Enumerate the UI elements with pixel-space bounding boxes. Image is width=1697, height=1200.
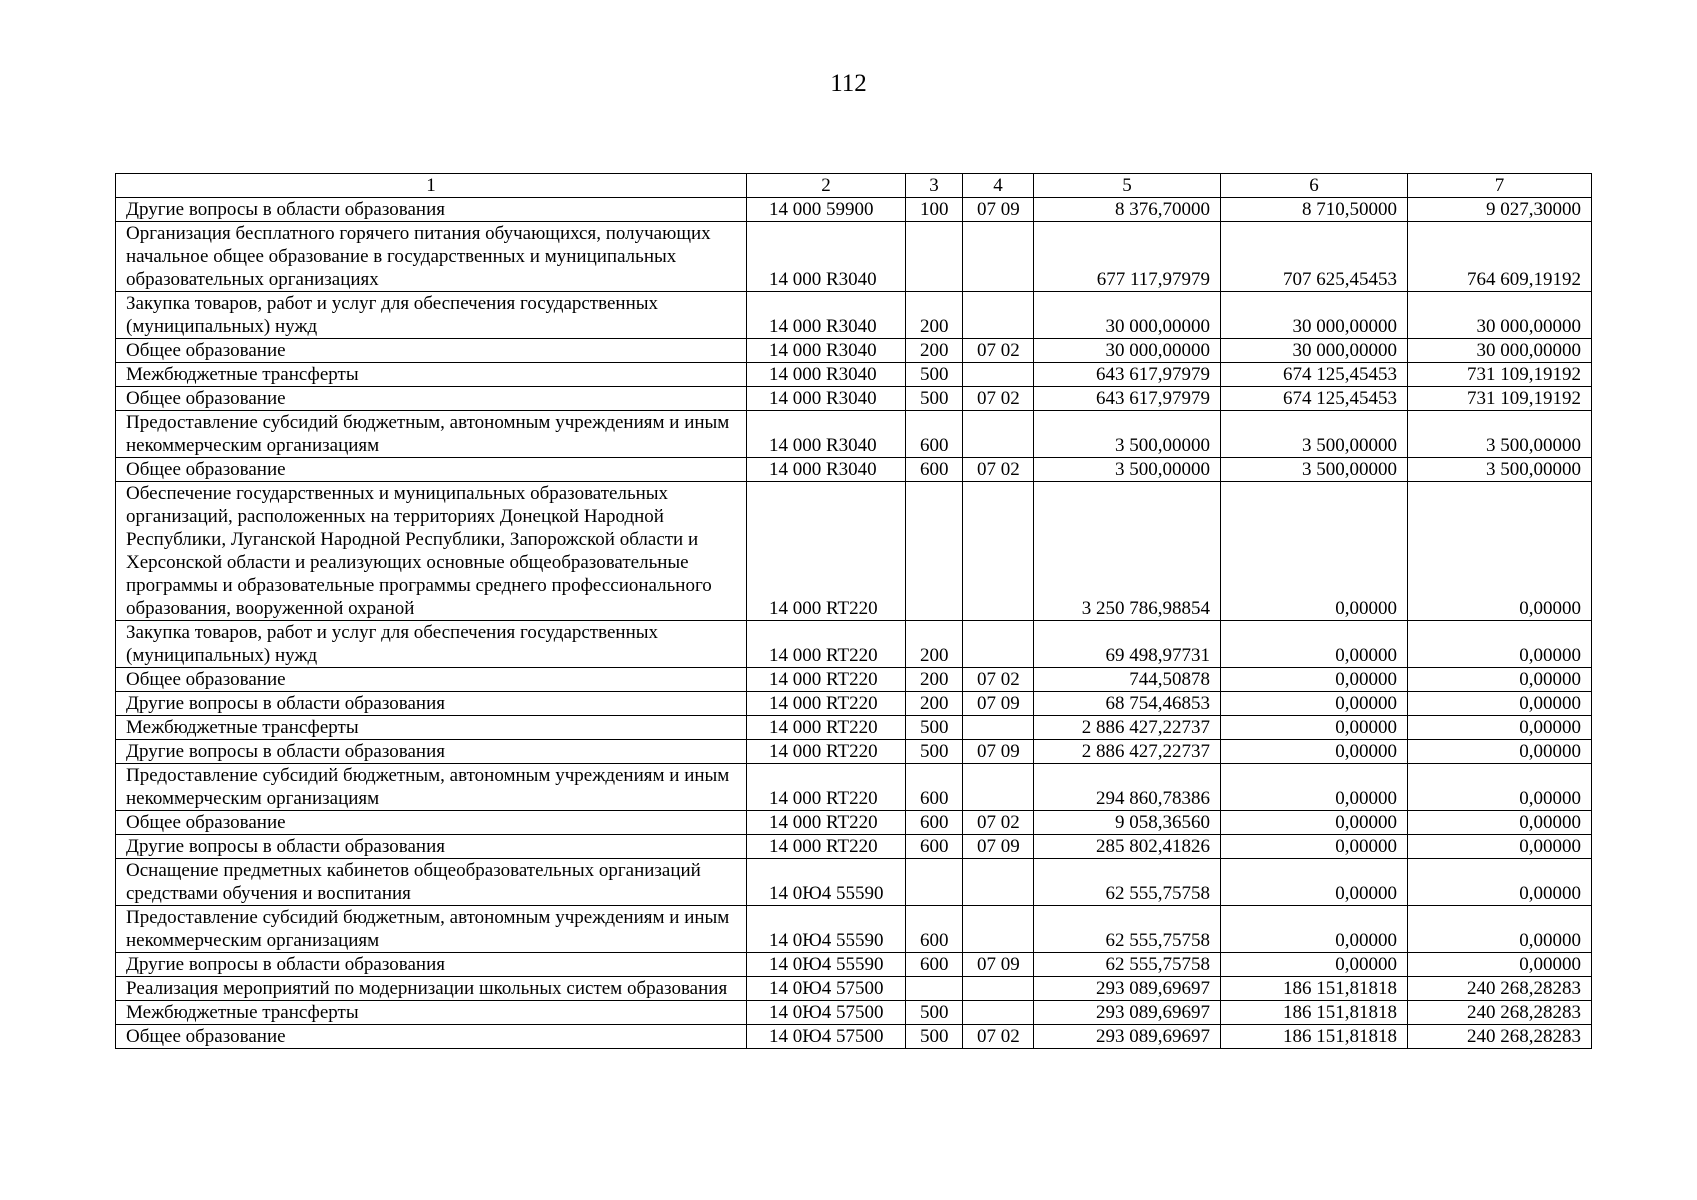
section-code-cell: 07 02 (963, 339, 1034, 363)
table-row (116, 482, 1592, 621)
amount-col5-cell: 62 555,75758 (1034, 859, 1221, 906)
table-row (116, 811, 1592, 835)
expense-type-cell: 500 (906, 1001, 963, 1025)
item-name-cell: Межбюджетные трансферты (116, 716, 747, 740)
amount-col5-cell: 293 089,69697 (1034, 1025, 1221, 1049)
expense-type-cell: 600 (906, 458, 963, 482)
amount-col6-cell: 0,00000 (1221, 692, 1408, 716)
amount-col6-cell: 0,00000 (1221, 953, 1408, 977)
item-name-cell: Межбюджетные трансферты (116, 1001, 747, 1025)
target-article-code-cell: 14 0Ю4 57500 (747, 1001, 906, 1025)
item-name-cell: Общее образование (116, 1025, 747, 1049)
item-name-cell: Другие вопросы в области образования (116, 953, 747, 977)
item-name-cell: Предоставление субсидий бюджетным, автономным учреждениям и иным некоммерческим организациям (116, 906, 747, 953)
amount-col6-cell: 0,00000 (1221, 764, 1408, 811)
item-name-cell: Реализация мероприятий по модернизации школьных систем образования (116, 977, 747, 1001)
amount-col5-cell: 294 860,78386 (1034, 764, 1221, 811)
column-header: 4 (963, 174, 1034, 198)
target-article-code-cell: 14 000 RT220 (747, 764, 906, 811)
amount-col7-cell: 0,00000 (1408, 859, 1592, 906)
target-article-code-cell: 14 000 RT220 (747, 668, 906, 692)
item-name-cell: Другие вопросы в области образования (116, 198, 747, 222)
expense-type-cell: 600 (906, 835, 963, 859)
amount-col6-cell: 186 151,81818 (1221, 1025, 1408, 1049)
amount-col6-cell: 3 500,00000 (1221, 458, 1408, 482)
target-article-code-cell: 14 0Ю4 55590 (747, 906, 906, 953)
amount-col7-cell: 30 000,00000 (1408, 292, 1592, 339)
amount-col5-cell: 677 117,97979 (1034, 222, 1221, 292)
amount-col7-cell: 0,00000 (1408, 621, 1592, 668)
budget-table-body (116, 174, 1592, 1049)
expense-type-cell (906, 482, 963, 621)
amount-col6-cell: 0,00000 (1221, 621, 1408, 668)
amount-col5-cell: 30 000,00000 (1034, 292, 1221, 339)
amount-col5-cell: 30 000,00000 (1034, 339, 1221, 363)
amount-col7-cell: 0,00000 (1408, 835, 1592, 859)
expense-type-cell: 200 (906, 292, 963, 339)
amount-col7-cell: 0,00000 (1408, 740, 1592, 764)
expense-type-cell: 200 (906, 692, 963, 716)
target-article-code-cell: 14 0Ю4 55590 (747, 859, 906, 906)
amount-col5-cell: 3 500,00000 (1034, 411, 1221, 458)
amount-col6-cell: 0,00000 (1221, 811, 1408, 835)
amount-col6-cell: 30 000,00000 (1221, 339, 1408, 363)
target-article-code-cell: 14 000 R3040 (747, 363, 906, 387)
item-name-cell: Организация бесплатного горячего питания обучающихся, получающих начальное общее образование в государственных и муниципальных образовательных организациях (116, 222, 747, 292)
amount-col6-cell: 0,00000 (1221, 906, 1408, 953)
section-code-cell (963, 977, 1034, 1001)
target-article-code-cell: 14 000 RT220 (747, 692, 906, 716)
target-article-code-cell: 14 000 RT220 (747, 482, 906, 621)
amount-col6-cell: 674 125,45453 (1221, 363, 1408, 387)
amount-col7-cell: 240 268,28283 (1408, 1025, 1592, 1049)
column-header: 1 (116, 174, 747, 198)
amount-col6-cell: 0,00000 (1221, 859, 1408, 906)
section-code-cell: 07 02 (963, 458, 1034, 482)
table-row (116, 668, 1592, 692)
amount-col7-cell: 764 609,19192 (1408, 222, 1592, 292)
amount-col7-cell: 0,00000 (1408, 716, 1592, 740)
target-article-code-cell: 14 000 RT220 (747, 621, 906, 668)
amount-col6-cell: 707 625,45453 (1221, 222, 1408, 292)
section-code-cell (963, 906, 1034, 953)
amount-col5-cell: 285 802,41826 (1034, 835, 1221, 859)
table-row (116, 363, 1592, 387)
amount-col6-cell: 0,00000 (1221, 716, 1408, 740)
column-header: 7 (1408, 174, 1592, 198)
amount-col7-cell: 731 109,19192 (1408, 387, 1592, 411)
expense-type-cell: 600 (906, 811, 963, 835)
section-code-cell: 07 09 (963, 953, 1034, 977)
item-name-cell: Межбюджетные трансферты (116, 363, 747, 387)
expense-type-cell: 500 (906, 716, 963, 740)
amount-col6-cell: 0,00000 (1221, 482, 1408, 621)
amount-col6-cell: 186 151,81818 (1221, 1001, 1408, 1025)
table-row (116, 977, 1592, 1001)
expense-type-cell (906, 859, 963, 906)
amount-col5-cell: 9 058,36560 (1034, 811, 1221, 835)
table-row (116, 198, 1592, 222)
table-row (116, 411, 1592, 458)
table-row (116, 339, 1592, 363)
item-name-cell: Обеспечение государственных и муниципальных образовательных организаций, расположенных на территориях Донецкой Народной Республики, Луганской Народной Республики, Запорожской области и Херсонской области и реализующих основные общеобразовательные программы и образовательные программы среднего профессионального образования, вооруженной охраной (116, 482, 747, 621)
table-row (116, 458, 1592, 482)
section-code-cell (963, 1001, 1034, 1025)
amount-col5-cell: 68 754,46853 (1034, 692, 1221, 716)
expense-type-cell: 100 (906, 198, 963, 222)
target-article-code-cell: 14 000 RT220 (747, 835, 906, 859)
table-row (116, 953, 1592, 977)
amount-col5-cell: 3 250 786,98854 (1034, 482, 1221, 621)
expense-type-cell: 500 (906, 387, 963, 411)
expense-type-cell: 200 (906, 339, 963, 363)
amount-col6-cell: 8 710,50000 (1221, 198, 1408, 222)
amount-col6-cell: 186 151,81818 (1221, 977, 1408, 1001)
amount-col5-cell: 293 089,69697 (1034, 1001, 1221, 1025)
expense-type-cell: 500 (906, 1025, 963, 1049)
column-header: 6 (1221, 174, 1408, 198)
section-code-cell: 07 02 (963, 668, 1034, 692)
expense-type-cell (906, 977, 963, 1001)
amount-col5-cell: 2 886 427,22737 (1034, 716, 1221, 740)
item-name-cell: Другие вопросы в области образования (116, 692, 747, 716)
table-row (116, 906, 1592, 953)
amount-col5-cell: 3 500,00000 (1034, 458, 1221, 482)
table-row (116, 859, 1592, 906)
amount-col7-cell: 30 000,00000 (1408, 339, 1592, 363)
amount-col6-cell: 0,00000 (1221, 740, 1408, 764)
expense-type-cell: 200 (906, 621, 963, 668)
item-name-cell: Закупка товаров, работ и услуг для обеспечения государственных (муниципальных) нужд (116, 292, 747, 339)
item-name-cell: Предоставление субсидий бюджетным, автономным учреждениям и иным некоммерческим организациям (116, 411, 747, 458)
target-article-code-cell: 14 000 R3040 (747, 387, 906, 411)
table-row (116, 764, 1592, 811)
expense-type-cell: 200 (906, 668, 963, 692)
amount-col7-cell: 240 268,28283 (1408, 977, 1592, 1001)
target-article-code-cell: 14 000 R3040 (747, 411, 906, 458)
table-row (116, 692, 1592, 716)
section-code-cell (963, 292, 1034, 339)
amount-col5-cell: 293 089,69697 (1034, 977, 1221, 1001)
section-code-cell (963, 716, 1034, 740)
target-article-code-cell: 14 0Ю4 57500 (747, 977, 906, 1001)
column-header: 3 (906, 174, 963, 198)
item-name-cell: Предоставление субсидий бюджетным, автономным учреждениям и иным некоммерческим организациям (116, 764, 747, 811)
item-name-cell: Общее образование (116, 458, 747, 482)
amount-col7-cell: 0,00000 (1408, 764, 1592, 811)
section-code-cell: 07 02 (963, 387, 1034, 411)
budget-table (115, 173, 1592, 1049)
amount-col6-cell: 0,00000 (1221, 668, 1408, 692)
target-article-code-cell: 14 0Ю4 57500 (747, 1025, 906, 1049)
amount-col6-cell: 30 000,00000 (1221, 292, 1408, 339)
target-article-code-cell: 14 0Ю4 55590 (747, 953, 906, 977)
page-number: 112 (830, 70, 867, 97)
item-name-cell: Общее образование (116, 339, 747, 363)
expense-type-cell: 600 (906, 764, 963, 811)
item-name-cell: Оснащение предметных кабинетов общеобразовательных организаций средствами обучения и воспитания (116, 859, 747, 906)
target-article-code-cell: 14 000 R3040 (747, 292, 906, 339)
amount-col5-cell: 8 376,70000 (1034, 198, 1221, 222)
amount-col7-cell: 0,00000 (1408, 953, 1592, 977)
amount-col7-cell: 3 500,00000 (1408, 458, 1592, 482)
amount-col7-cell: 0,00000 (1408, 692, 1592, 716)
expense-type-cell: 500 (906, 363, 963, 387)
table-row (116, 716, 1592, 740)
amount-col5-cell: 69 498,97731 (1034, 621, 1221, 668)
section-code-cell: 07 09 (963, 835, 1034, 859)
section-code-cell: 07 09 (963, 740, 1034, 764)
table-row (116, 1001, 1592, 1025)
item-name-cell: Общее образование (116, 387, 747, 411)
amount-col6-cell: 3 500,00000 (1221, 411, 1408, 458)
table-row (116, 222, 1592, 292)
item-name-cell: Закупка товаров, работ и услуг для обеспечения государственных (муниципальных) нужд (116, 621, 747, 668)
amount-col7-cell: 0,00000 (1408, 482, 1592, 621)
target-article-code-cell: 14 000 RT220 (747, 716, 906, 740)
amount-col5-cell: 643 617,97979 (1034, 387, 1221, 411)
amount-col5-cell: 744,50878 (1034, 668, 1221, 692)
table-row (116, 835, 1592, 859)
amount-col5-cell: 643 617,97979 (1034, 363, 1221, 387)
amount-col7-cell: 9 027,30000 (1408, 198, 1592, 222)
amount-col5-cell: 62 555,75758 (1034, 953, 1221, 977)
target-article-code-cell: 14 000 59900 (747, 198, 906, 222)
target-article-code-cell: 14 000 R3040 (747, 222, 906, 292)
amount-col7-cell: 0,00000 (1408, 668, 1592, 692)
section-code-cell (963, 222, 1034, 292)
item-name-cell: Другие вопросы в области образования (116, 740, 747, 764)
amount-col7-cell: 0,00000 (1408, 906, 1592, 953)
section-code-cell (963, 859, 1034, 906)
table-row (116, 292, 1592, 339)
section-code-cell (963, 411, 1034, 458)
amount-col5-cell: 62 555,75758 (1034, 906, 1221, 953)
column-header: 5 (1034, 174, 1221, 198)
expense-type-cell: 600 (906, 906, 963, 953)
section-code-cell (963, 621, 1034, 668)
section-code-cell: 07 09 (963, 692, 1034, 716)
target-article-code-cell: 14 000 R3040 (747, 458, 906, 482)
section-code-cell: 07 09 (963, 198, 1034, 222)
item-name-cell: Общее образование (116, 811, 747, 835)
expense-type-cell: 600 (906, 953, 963, 977)
expense-type-cell (906, 222, 963, 292)
amount-col7-cell: 731 109,19192 (1408, 363, 1592, 387)
target-article-code-cell: 14 000 R3040 (747, 339, 906, 363)
column-number-row (116, 174, 1592, 198)
section-code-cell: 07 02 (963, 811, 1034, 835)
expense-type-cell: 600 (906, 411, 963, 458)
section-code-cell: 07 02 (963, 1025, 1034, 1049)
target-article-code-cell: 14 000 RT220 (747, 811, 906, 835)
amount-col7-cell: 0,00000 (1408, 811, 1592, 835)
target-article-code-cell: 14 000 RT220 (747, 740, 906, 764)
amount-col6-cell: 0,00000 (1221, 835, 1408, 859)
amount-col7-cell: 240 268,28283 (1408, 1001, 1592, 1025)
amount-col6-cell: 674 125,45453 (1221, 387, 1408, 411)
expense-type-cell: 500 (906, 740, 963, 764)
table-row (116, 1025, 1592, 1049)
item-name-cell: Другие вопросы в области образования (116, 835, 747, 859)
item-name-cell: Общее образование (116, 668, 747, 692)
table-row (116, 621, 1592, 668)
section-code-cell (963, 764, 1034, 811)
section-code-cell (963, 482, 1034, 621)
table-row (116, 387, 1592, 411)
table-row (116, 740, 1592, 764)
section-code-cell (963, 363, 1034, 387)
amount-col5-cell: 2 886 427,22737 (1034, 740, 1221, 764)
amount-col7-cell: 3 500,00000 (1408, 411, 1592, 458)
column-header: 2 (747, 174, 906, 198)
